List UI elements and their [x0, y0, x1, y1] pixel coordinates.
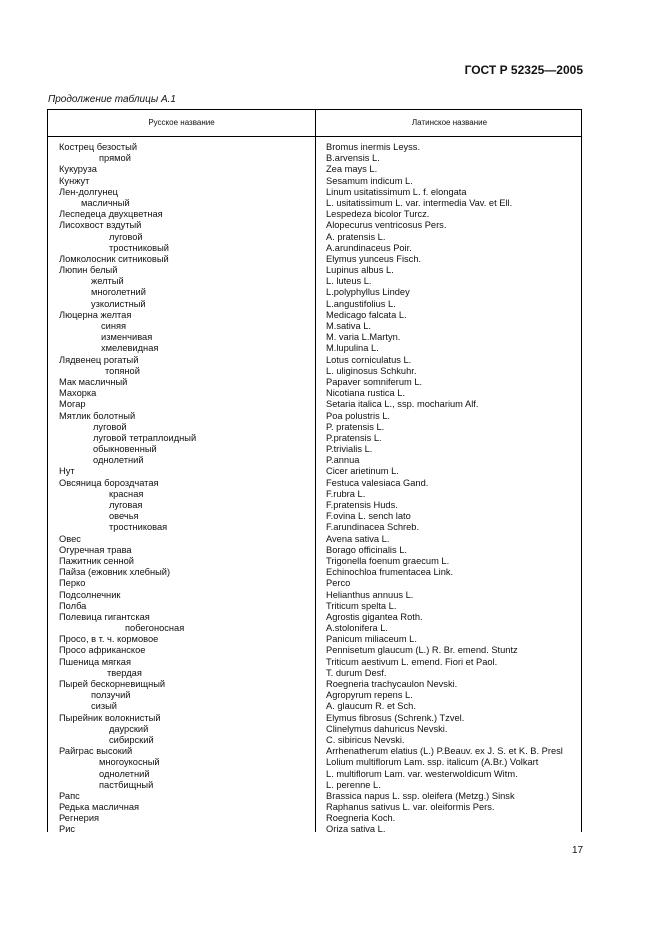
- latin-name-cell: Pennisetum glaucum (L.) R. Br. emend. Stuntz: [326, 645, 518, 656]
- latin-name-cell: L.angustifolius L.: [326, 298, 396, 309]
- table-row: [48, 578, 581, 589]
- table-row: [48, 187, 581, 198]
- latin-name-cell: Zea mays L.: [326, 164, 378, 175]
- table-row: [48, 824, 581, 835]
- latin-name-cell: Lespedeza bicolor Turcz.: [326, 209, 430, 220]
- russian-name-cell: Ломколосник ситниковый: [59, 253, 169, 264]
- table-row: [48, 355, 581, 366]
- table-row: [48, 332, 581, 343]
- table-row: [48, 478, 581, 489]
- russian-name-cell: Овсяница бороздчатая: [59, 477, 159, 488]
- table-row: [48, 556, 581, 567]
- russian-name-cell: однолетний: [99, 768, 150, 779]
- latin-name-cell: Helianthus annuus L.: [326, 589, 414, 600]
- table-row: [48, 489, 581, 500]
- russian-name-cell: луговая: [109, 500, 143, 510]
- table-row: [48, 377, 581, 388]
- table-row: [48, 713, 581, 724]
- table-row: [48, 366, 581, 377]
- latin-name-cell: Lolium multiflorum Lam. ssp. italicum (A.Br.) Volkart: [326, 757, 539, 768]
- table-row: [48, 399, 581, 410]
- russian-name-cell: Регнерия: [59, 813, 100, 824]
- table-row: [48, 690, 581, 701]
- table-row: [48, 813, 581, 824]
- russian-name-cell: изменчивая: [101, 332, 153, 343]
- species-table: [47, 109, 582, 835]
- latin-name-cell: L. luteus L.: [326, 276, 372, 287]
- latin-name-cell: F.rubra L.: [326, 488, 366, 499]
- russian-name-cell: масличный: [81, 197, 130, 208]
- latin-name-cell: Poa polustris L.: [326, 410, 391, 421]
- russian-name-cell: Подсолнечник: [59, 589, 121, 600]
- russian-name-cell: Лисохвост вздутый: [59, 220, 142, 231]
- latin-name-cell: L. usitatissimum L. var. intermedia Vav. et Ell.: [326, 197, 513, 208]
- latin-name-cell: Elymus yunceus Fisch.: [326, 253, 422, 264]
- table-row: [48, 780, 581, 791]
- latin-name-cell: M. varia L.Martyn.: [326, 332, 401, 343]
- russian-name-cell: синяя: [101, 321, 127, 331]
- table-row: [48, 455, 581, 466]
- latin-name-cell: Echinochloa frumentacea Link.: [326, 567, 454, 578]
- latin-name-cell: A. glaucum R. et Sch.: [326, 701, 416, 712]
- russian-name-cell: Мятлик болотный: [59, 410, 136, 421]
- latin-name-cell: Perco: [326, 578, 351, 589]
- table-row: [48, 321, 581, 332]
- table-row: [48, 657, 581, 668]
- latin-name-cell: Festuca valesiaca Gand.: [326, 477, 429, 488]
- russian-name-cell: Кукуруза: [59, 164, 97, 175]
- latin-name-cell: P.pratensis L.: [326, 432, 382, 443]
- latin-name-cell: A.stolonifera L.: [326, 623, 389, 634]
- russian-name-cell: даурский: [109, 723, 149, 734]
- table-caption: Продолжение таблицы А.1: [48, 94, 176, 105]
- russian-name-cell: многолетний: [91, 287, 146, 298]
- table-row: [48, 612, 581, 623]
- table-row: [48, 220, 581, 231]
- table-row: [48, 634, 581, 645]
- russian-name-cell: ползучий: [91, 690, 131, 701]
- latin-name-cell: Medicago falcata L.: [326, 309, 407, 320]
- latin-name-cell: M.lupulina L.: [326, 343, 379, 354]
- latin-name-cell: L.polyphyllus Lindey: [326, 287, 410, 298]
- russian-name-cell: Лен-долгунец: [59, 186, 118, 197]
- russian-name-cell: тростниковая: [109, 522, 168, 533]
- latin-name-cell: C. sibiricus Nevski.: [326, 734, 405, 745]
- russian-name-cell: Перко: [59, 578, 86, 589]
- table-row: [48, 299, 581, 310]
- latin-name-cell: Papaver somniferum L.: [326, 376, 423, 387]
- table-row: [48, 287, 581, 298]
- russian-name-cell: твердая: [107, 667, 142, 678]
- table-row: [48, 310, 581, 321]
- latin-name-cell: Panicum miliaceum L.: [326, 634, 417, 645]
- table-row: [48, 444, 581, 455]
- russian-name-cell: Леспедеца двухцветная: [59, 209, 163, 220]
- table-row: [48, 679, 581, 690]
- latin-name-cell: Alopecurus ventricosus Pers.: [326, 220, 447, 231]
- table-row: [48, 724, 581, 735]
- latin-name-cell: Agrostis gigantea Roth.: [326, 611, 423, 622]
- table-row: [48, 164, 581, 175]
- russian-name-cell: сизый: [91, 701, 117, 712]
- russian-name-cell: Люцерна желтая: [59, 309, 132, 320]
- russian-name-cell: Пырейник волокнистый: [59, 712, 161, 723]
- header-rule: [48, 136, 581, 137]
- table-row: [48, 343, 581, 354]
- table-row: [48, 142, 581, 153]
- table-row: [48, 534, 581, 545]
- column-header-russian: Русское название: [148, 118, 215, 127]
- russian-name-cell: луговой тетраплоидный: [93, 432, 197, 443]
- table-row: [48, 735, 581, 746]
- russian-name-cell: Кунжут: [59, 175, 90, 186]
- table-row: [48, 791, 581, 802]
- latin-name-cell: Raphanus sativus L. var. oleiformis Pers.: [326, 802, 495, 813]
- russian-name-cell: Редька масличная: [59, 802, 140, 813]
- table-row: [48, 601, 581, 612]
- russian-name-cell: луговой: [109, 231, 143, 242]
- table-row: [48, 422, 581, 433]
- table-row: [48, 701, 581, 712]
- latin-name-cell: Sesamum indicum L.: [326, 175, 413, 186]
- table-row: [48, 198, 581, 209]
- latin-name-cell: F.ovina L. sench lato: [326, 511, 411, 522]
- latin-name-cell: Elymus fibrosus (Schrenk.) Tzvel.: [326, 712, 465, 723]
- latin-name-cell: Triticum spelta L.: [326, 600, 397, 611]
- russian-name-cell: узколистный: [91, 298, 146, 309]
- table-row: [48, 746, 581, 757]
- latin-name-cell: A. pratensis L.: [326, 231, 386, 242]
- latin-name-cell: Agropyrum repens L.: [326, 690, 413, 701]
- russian-name-cell: Махорка: [59, 388, 97, 399]
- latin-name-cell: L. perenne L.: [326, 779, 381, 790]
- column-header-latin: Латинское название: [411, 118, 488, 127]
- russian-name-cell: Пажитник сенной: [59, 555, 134, 566]
- latin-name-cell: Roegneria trachycaulon Nevski.: [326, 679, 458, 689]
- table-body: [48, 142, 581, 836]
- russian-name-cell: желтый: [91, 276, 124, 287]
- table-row: [48, 411, 581, 422]
- table-row: [48, 388, 581, 399]
- latin-name-cell: M.sativa L.: [326, 321, 371, 331]
- table-row: [48, 265, 581, 276]
- russian-name-cell: прямой: [99, 153, 131, 164]
- latin-name-cell: F.arundinacea Schreb.: [326, 522, 420, 533]
- page-number: 17: [572, 845, 584, 856]
- latin-name-cell: Bromus inermis Leyss.: [326, 142, 421, 152]
- latin-name-cell: Brassica napus L. ssp. oleifera (Metzg.) Sinsk: [326, 790, 515, 801]
- latin-name-cell: P.trivialis L.: [326, 444, 373, 455]
- latin-name-cell: P. pratensis L.: [326, 421, 385, 432]
- latin-name-cell: Borago officinalis L.: [326, 544, 407, 555]
- russian-name-cell: Мак масличный: [59, 376, 128, 387]
- table-row: [48, 276, 581, 287]
- latin-name-cell: T. durum Desf.: [326, 667, 387, 678]
- russian-name-cell: овечья: [109, 511, 139, 522]
- latin-name-cell: F.pratensis Huds.: [326, 500, 398, 510]
- russian-name-cell: многоукосный: [99, 757, 160, 768]
- table-row: [48, 802, 581, 813]
- table-row: [48, 153, 581, 164]
- russian-name-cell: луговой: [93, 421, 127, 432]
- russian-name-cell: Райграс высокий: [59, 746, 133, 757]
- table-row: [48, 254, 581, 265]
- latin-name-cell: Triticum aestivum L. emend. Fiori et Paol.: [326, 656, 498, 667]
- russian-name-cell: Пшеница мягкая: [59, 656, 132, 667]
- russian-name-cell: побегоносная: [125, 623, 185, 634]
- table-row: [48, 511, 581, 522]
- latin-name-cell: Oriza sativa L.: [326, 824, 386, 835]
- document-code: ГОСТ Р 52325—2005: [464, 63, 583, 77]
- table-row: [48, 645, 581, 656]
- latin-name-cell: Nicotiana rustica L.: [326, 388, 406, 399]
- table-row: [48, 232, 581, 243]
- table-row: [48, 668, 581, 679]
- latin-name-cell: A.arundinaceus Poir.: [326, 242, 412, 253]
- russian-name-cell: сибирский: [109, 734, 154, 745]
- table-row: [48, 757, 581, 768]
- latin-name-cell: L. uliginosus Schkuhr.: [326, 365, 417, 376]
- latin-name-cell: Trigonella foenum graecum L.: [326, 555, 450, 566]
- table-row: [48, 567, 581, 578]
- russian-name-cell: хмелевидная: [101, 343, 159, 354]
- latin-name-cell: B.arvensis L.: [326, 153, 380, 164]
- latin-name-cell: L. multiflorum Lam. var. westerwoldicum Witm.: [326, 768, 518, 779]
- table-row: [48, 433, 581, 444]
- table-row: [48, 522, 581, 533]
- table-row: [48, 590, 581, 601]
- russian-name-cell: Просо, в т. ч. кормовое: [59, 634, 159, 645]
- latin-name-cell: Avena sativa L.: [326, 533, 390, 544]
- russian-name-cell: Лядвенец рогатый: [59, 354, 139, 365]
- russian-name-cell: Просо африканское: [59, 645, 146, 656]
- russian-name-cell: Пайза (ежовник хлебный): [59, 567, 171, 578]
- russian-name-cell: топяной: [105, 365, 140, 376]
- russian-name-cell: красная: [109, 488, 144, 499]
- russian-name-cell: пастбищный: [99, 779, 154, 790]
- table-row: [48, 769, 581, 780]
- latin-name-cell: Cicer arietinum L.: [326, 466, 399, 477]
- russian-name-cell: обыкновенный: [93, 444, 157, 455]
- table-row: [48, 243, 581, 254]
- russian-name-cell: Овес: [59, 533, 81, 544]
- latin-name-cell: Clinelymus dahuricus Nevski.: [326, 723, 448, 734]
- table-row: [48, 209, 581, 220]
- russian-name-cell: однолетний: [93, 455, 144, 466]
- table-row: [48, 176, 581, 187]
- russian-name-cell: Огуречная трава: [59, 544, 132, 555]
- latin-name-cell: Arrhenatherum elatius (L.) P.Beauv. ex J. S. et K. B. Presl: [326, 746, 563, 757]
- russian-name-cell: Пырей бескорневищный: [59, 679, 166, 689]
- russian-name-cell: Кострец безостый: [59, 142, 138, 152]
- latin-name-cell: P.annua: [326, 455, 360, 466]
- table-row: [48, 500, 581, 511]
- russian-name-cell: Нут: [59, 466, 75, 477]
- table-row: [48, 623, 581, 634]
- latin-name-cell: Setaria italica L., ssp. mocharium Alf.: [326, 399, 479, 410]
- latin-name-cell: Lotus corniculatus L.: [326, 354, 412, 365]
- russian-name-cell: Полба: [59, 600, 87, 611]
- russian-name-cell: Люпин белый: [59, 265, 118, 276]
- russian-name-cell: Могар: [59, 399, 86, 410]
- table-row: [48, 466, 581, 477]
- russian-name-cell: Рис: [59, 824, 76, 835]
- table-row: [48, 545, 581, 556]
- latin-name-cell: Lupinus albus L.: [326, 265, 394, 276]
- russian-name-cell: Полевица гигантская: [59, 611, 150, 622]
- russian-name-cell: Рапс: [59, 790, 80, 801]
- latin-name-cell: Roegneria Koch.: [326, 813, 396, 824]
- latin-name-cell: Linum usitatissimum L. f. elongata: [326, 186, 467, 197]
- russian-name-cell: тростниковый: [109, 242, 169, 253]
